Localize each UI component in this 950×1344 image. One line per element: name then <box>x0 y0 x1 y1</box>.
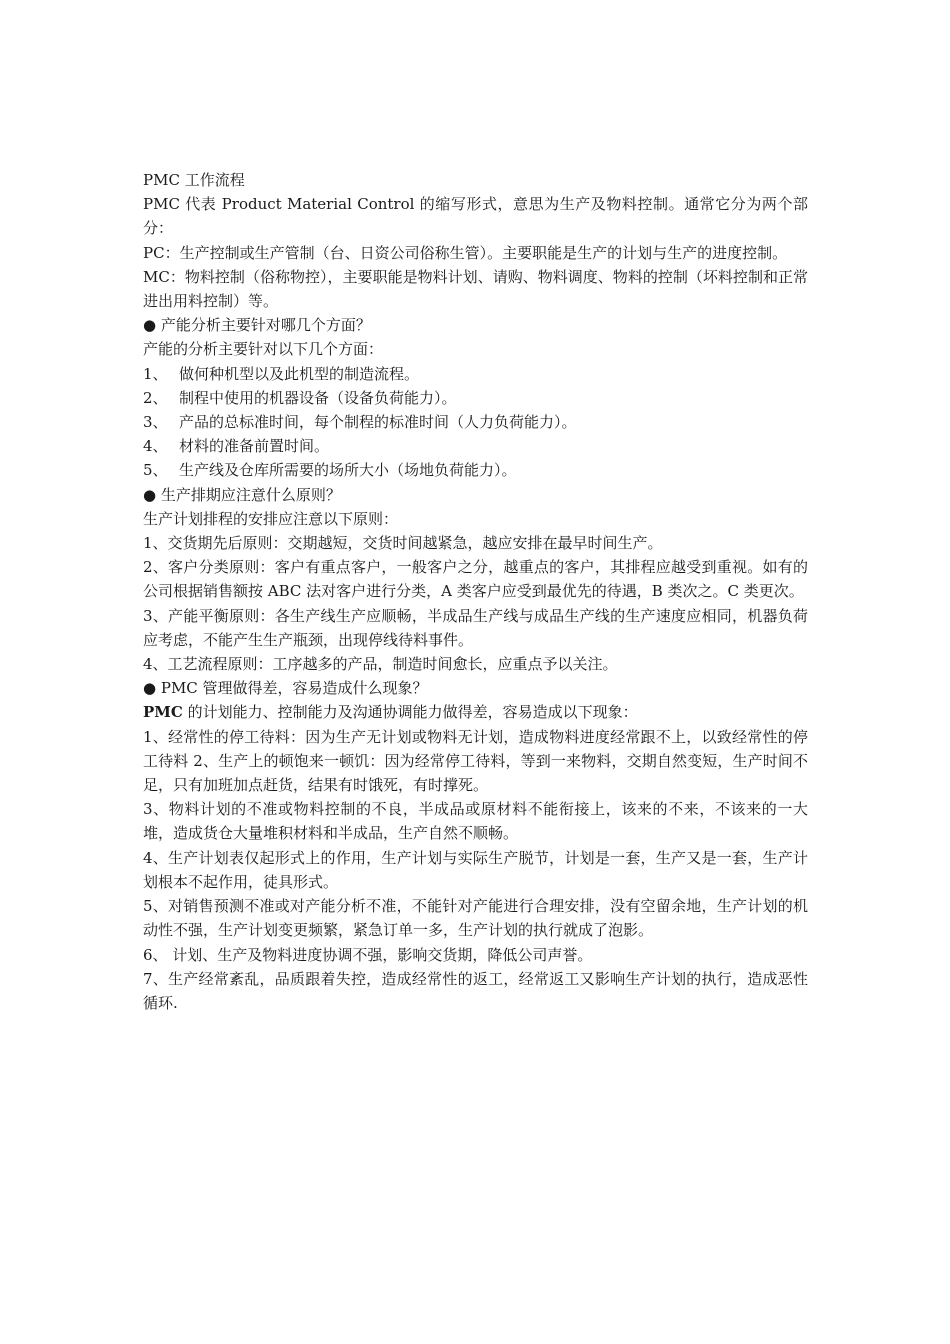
list-item: 2、客户分类原则：客户有重点客户，一般客户之分，越重点的客户，其排程应越受到重视。如有的公司根据销售额按 ABC 法对客户进行分类，A 类客户应受到最优先的待遇，B 类次之。C 类更次。 <box>143 558 808 601</box>
pc-definition: PC：生产控制或生产管制（台、日资公司俗称生管）。主要职能是生产的计划与生产的进度控制。 <box>143 243 788 262</box>
list-item: 3、物料计划的不准或物料控制的不良，半成品或原材料不能衔接上，该来的不来，不该来的一大堆，造成货仓大量堆积材料和半成品，生产自然不顺畅。 <box>143 800 808 843</box>
question-poor-management: ● PMC 管理做得差，容易造成什么现象？ <box>143 679 428 698</box>
list-item: 1、 做何种机型以及此机型的制造流程。 <box>143 364 420 383</box>
list-item: 5、 生产线及仓库所需要的场所大小（场地负荷能力）。 <box>143 461 517 480</box>
list-item: 5、对销售预测不准或对产能分析不准，不能针对产能进行合理安排，没有空留余地，生产计划的机动性不强，生产计划变更频繁，紧急订单一多，生产计划的执行就成了泡影。 <box>143 897 808 940</box>
list-item: 1、经常性的停工待料：因为生产无计划或物料无计划，造成物料进度经常跟不上，以致经常性的停工待料 2、生产上的顿饱来一顿饥：因为经常停工待料，等到一来物料，交期自然变短，生产时间不足，只有加班加点赶货，结果有时饿死，有时撑死。 <box>143 727 808 795</box>
list-item: 1、交货期先后原则：交期越短，交货时间越紧急，越应安排在最早时间生产。 <box>143 534 663 553</box>
mc-definition: MC：物料控制（俗称物控），主要职能是物料计划、请购、物料调度、物料的控制（坏料控制和正常进出用料控制）等。 <box>143 267 808 311</box>
document-title: PMC 工作流程 <box>143 171 245 189</box>
question-capacity: ● 产能分析主要针对哪几个方面？ <box>143 316 371 335</box>
list-item: 2、 制程中使用的机器设备（设备负荷能力）。 <box>143 388 457 407</box>
list-item: 7、生产经常紊乱，品质跟着失控，造成经常性的返工，经常返工又影响生产计划的执行，造成恶性循环. <box>143 969 808 1012</box>
list-item: 3、产能平衡原则：各生产线生产应顺畅，半成品生产线与成品生产线的生产速度应相同，机器负荷应考虑，不能产生生产瓶颈，出现停线待料事件。 <box>143 606 808 649</box>
list-item: 6、 计划、生产及物料进度协调不强，影响交货期，降低公司声誉。 <box>143 945 593 964</box>
list-item: 3、 产品的总标准时间，每个制程的标准时间（人力负荷能力）。 <box>143 413 577 432</box>
answer-scheduling-intro: 生产计划排程的安排应注意以下原则： <box>143 509 399 528</box>
question-scheduling: ● 生产排期应注意什么原则？ <box>143 485 341 504</box>
answer-capacity-intro: 产能的分析主要针对以下几个方面： <box>143 340 384 359</box>
list-item: 4、 材料的准备前置时间。 <box>143 437 330 456</box>
list-item: 4、生产计划表仅起形式上的作用，生产计划与实际生产脱节，计划是一套，生产又是一套，生产计划根本不起作用，徒具形式。 <box>143 848 808 891</box>
answer-poor-management-intro: PMC 的计划能力、控制能力及沟通协调能力做得差，容易造成以下现象： <box>143 703 638 722</box>
list-item: 4、工艺流程原则：工序越多的产品，制造时间愈长，应重点予以关注。 <box>143 655 618 674</box>
document-body <box>143 168 808 1015</box>
intro-paragraph: PMC 代表 Product Material Control 的缩写形式，意思为生产及物料控制。通常它分为两个部分： <box>143 195 808 238</box>
